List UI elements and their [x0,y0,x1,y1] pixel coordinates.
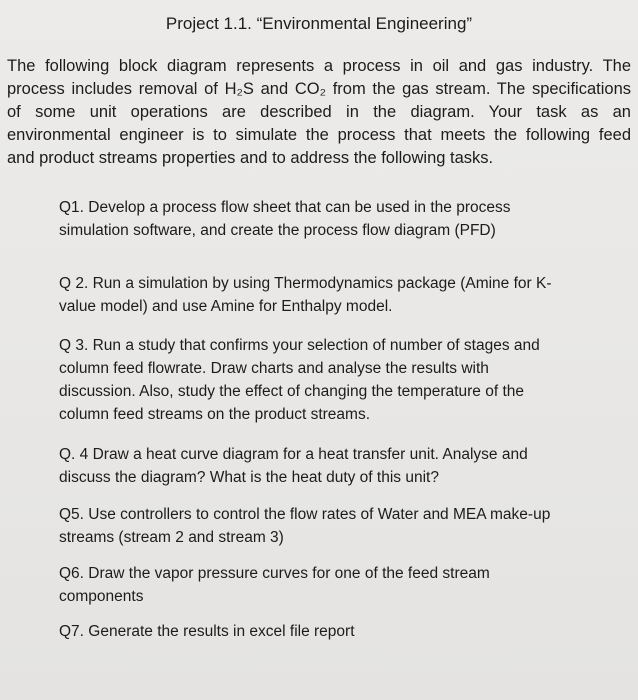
intro-line: environmental engineer is to simulate the process that meets the following feed [7,126,631,144]
question-2 [59,272,629,318]
intro-line: of some unit operations are described in the diagram. Your task as an [7,103,631,121]
question-line: Q 2. Run a simulation by using Thermodynamics package (Amine for K- [59,275,552,292]
intro-paragraph [7,55,631,170]
page-title: Project 1.1. “Environmental Engineering” [165,14,473,33]
question-line: components [59,588,144,605]
question-7 [59,620,629,643]
question-line: simulation software, and create the process flow diagram (PFD) [59,222,496,239]
question-line: Q6. Draw the vapor pressure curves for one of the feed stream [59,565,490,582]
intro-line: The following block diagram represents a process in oil and gas industry. The [7,57,631,75]
question-line: Q 3. Run a study that confirms your selection of number of stages and [59,337,540,354]
question-line: Q. 4 Draw a heat curve diagram for a heat transfer unit. Analyse and [59,446,528,463]
question-line: Q5. Use controllers to control the flow rates of Water and MEA make-up [59,506,551,523]
question-line: Q1. Develop a process flow sheet that can be used in the process [59,199,511,216]
intro-line: and product streams properties and to address the following tasks. [7,149,494,167]
question-4 [59,443,629,489]
question-6 [59,562,629,608]
question-line: column feed streams on the product streams. [59,406,371,423]
question-5 [59,503,629,549]
question-line: value model) and use Amine for Enthalpy model. [59,298,393,315]
intro-line: process includes removal of H₂S and CO₂ from the gas stream. The specifications [7,80,631,98]
question-line: discussion. Also, study the effect of changing the temperature of the [59,383,524,400]
question-line: discuss the diagram? What is the heat duty of this unit? [59,469,439,486]
question-3 [59,334,629,426]
question-line: streams (stream 2 and stream 3) [59,529,284,546]
question-line: Q7. Generate the results in excel file report [59,623,355,640]
question-1 [59,196,629,242]
question-line: column feed flowrate. Draw charts and analyse the results with [59,360,489,377]
